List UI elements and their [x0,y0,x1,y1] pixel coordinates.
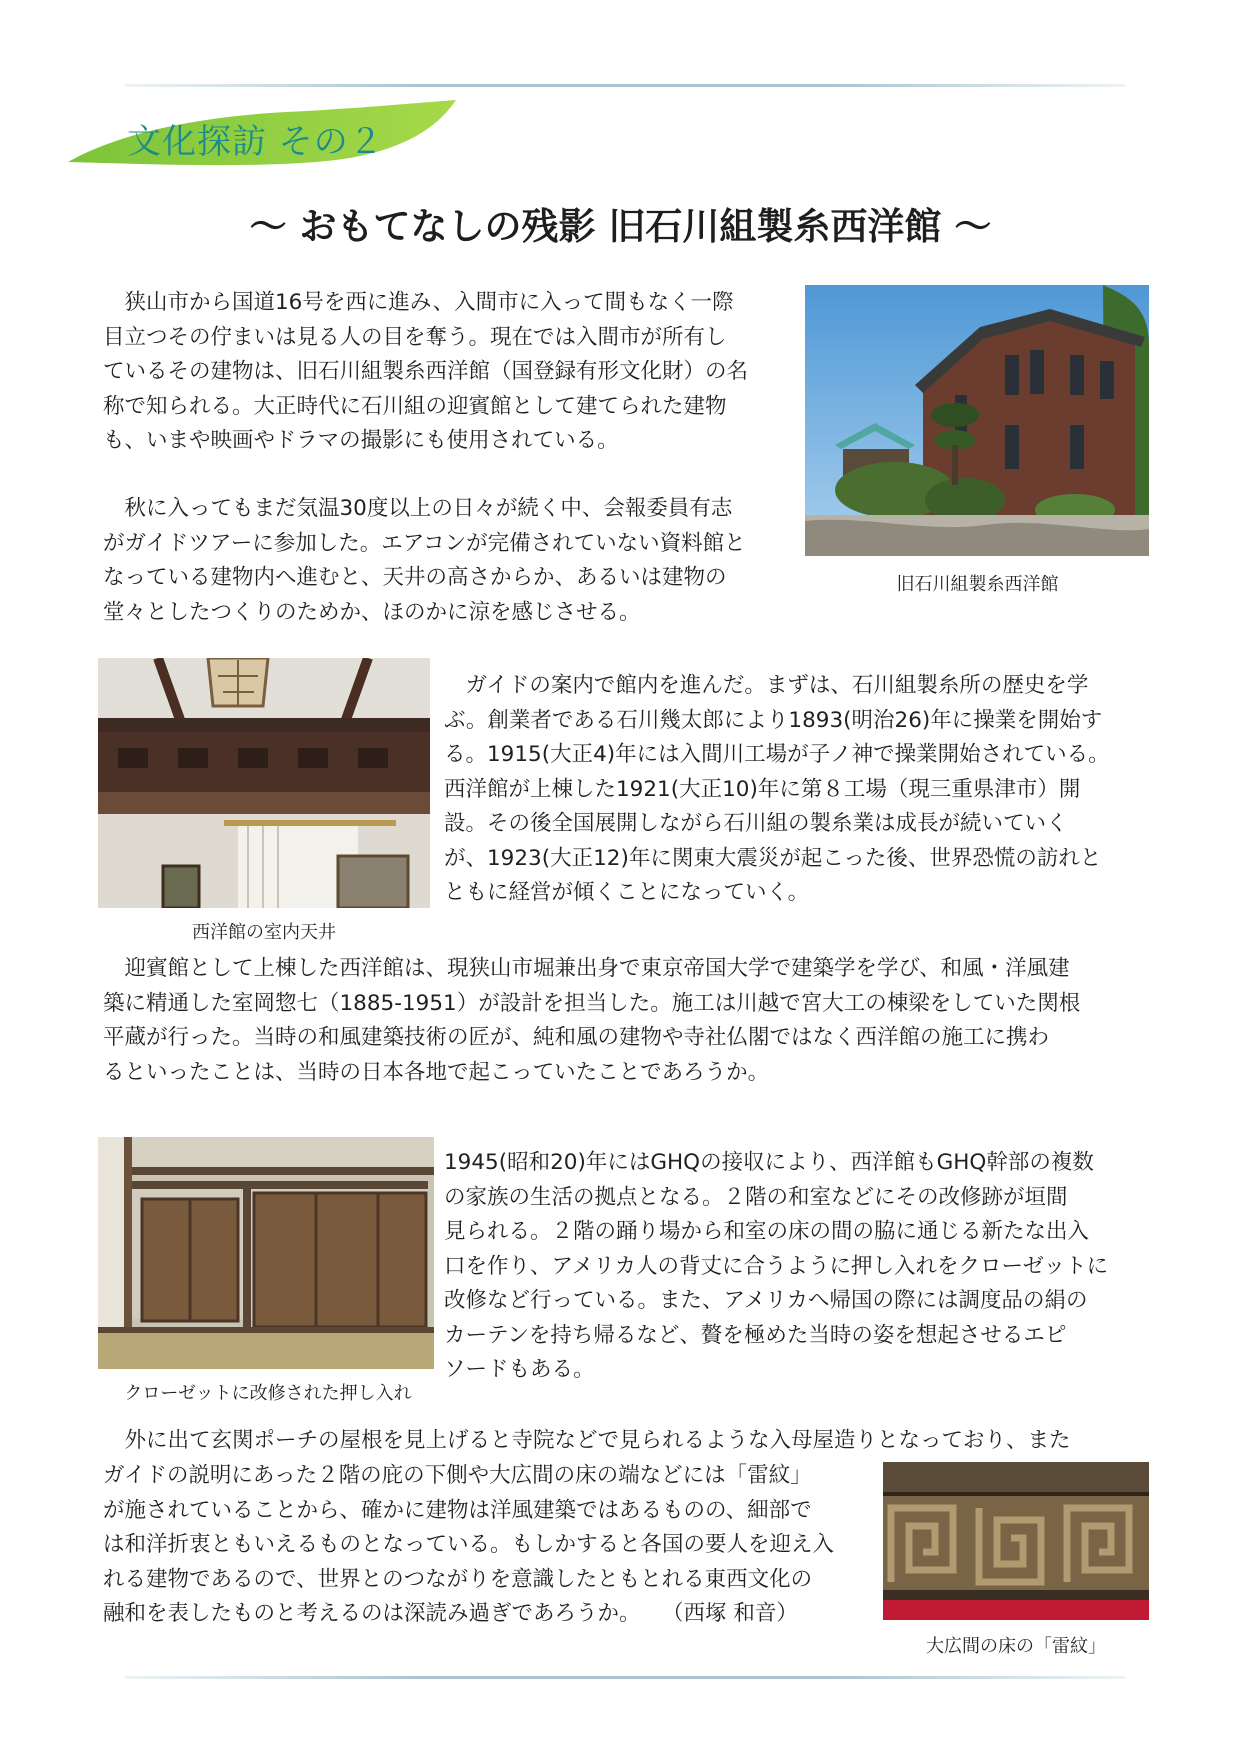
text-line: なっている建物内へ進むと、天井の高さからか、あるいは建物の [103,565,727,590]
text-line: 目立つその佇まいは見る人の目を奪う。現在では入間市が所有し [103,324,727,350]
text-line: ているその建物は、旧石川組製糸西洋館（国登録有形文化財）の名 [103,359,749,384]
text-line: 平蔵が行った。当時の和風建築技術の匠が、純和風の建物や寺社仏閣ではなく西洋館の施工に携わ [103,1025,1050,1050]
text-line: は和洋折衷ともいえるものとなっている。もしかすると各国の要人を迎え入 [103,1532,835,1557]
ceiling-caption: 西洋館の室内天井 [192,922,336,943]
text-line: 外に出て玄関ポーチの屋根を見上げると寺院などで見られるような入母屋造りとなっており、また [103,1428,1071,1453]
bottom-divider [125,1676,1125,1679]
section-label: 文化探訪 その２ [127,122,384,162]
raimon-caption: 大広間の床の「雷紋」 [926,1636,1106,1657]
text-line: ガイドの案内で館内を進んだ。まずは、石川組製糸所の歴史を学 [444,673,1089,698]
text-line: が、1923(大正12)年に関東大震災が起こった後、世界恐慌の訪れと [444,845,1102,871]
paragraph-tour [103,492,746,630]
paragraph-intro [103,286,748,459]
text-line: 築に精通した室岡惣七（1885-1951）が設計を担当した。施工は川越で宮大工の棟梁をしていた関根 [103,990,1081,1016]
text-line: がガイドツアーに参加した。エアコンが完備されていない資料館と [103,530,746,556]
text-line: も、いまや映画やドラマの撮影にも使用されている。 [103,428,619,453]
text-line: 堂々としたつくりのためか、ほのかに涼を感じさせる。 [103,599,641,625]
text-line: の家族の生活の拠点となる。２階の和室などにその改修跡が垣間 [444,1184,1068,1210]
text-line: 称で知られる。大正時代に石川組の迎賓館として建てられた建物 [103,393,727,419]
closet-photo [98,1137,434,1369]
exterior-caption: 旧石川組製糸西洋館 [896,574,1059,595]
paragraph-history [444,669,1110,911]
text-line: ソードもある。 [444,1357,595,1382]
text-line: 口を作り、アメリカ人の背丈に合うように押し入れをクローゼットに [444,1253,1109,1279]
text-line: る。1915(大正4)年には入間川工場が子ノ神で操業開始されている。 [444,742,1110,767]
text-line: ガイドの説明にあった２階の庇の下側や大広間の床の端などには「雷紋」 [103,1463,812,1488]
text-line: 迎賓館として上棟した西洋館は、現狭山市堀兼出身で東京帝国大学で建築学を学び、和風・洋風建 [103,956,1070,981]
building-exterior-photo [805,285,1149,556]
text-line: れる建物であるので、世界とのつながりを意識したともとれる東西文化の [103,1566,813,1592]
text-line: が施されていることから、確かに建物は洋風建築ではあるものの、細部で [103,1497,812,1523]
paragraph-closing-first-line [103,1424,1071,1459]
paragraph-architect [103,952,1080,1090]
paragraph-closing [103,1459,834,1632]
text-line: 設。その後全国展開しながら石川組の製糸業は成長が続いていく [444,811,1068,836]
raimon-pattern-photo [883,1462,1149,1620]
text-line: 融和を表したものと考えるのは深読み過ぎであろうか。 （西塚 和音） [103,1601,798,1626]
text-line: るといったことは、当時の日本各地で起こっていたことであろうか。 [103,1059,770,1085]
text-line: 見られる。２階の踊り場から和室の床の間の脇に通じる新たな出入 [444,1219,1090,1244]
text-line: ぶ。創業者である石川幾太郎により1893(明治26)年に操業を開始す [444,707,1103,733]
interior-ceiling-photo [98,658,430,908]
text-line: カーテンを持ち帰るなど、贅を極めた当時の姿を想起させるエピ [444,1322,1067,1348]
text-line: 狭山市から国道16号を西に進み、入間市に入って間もなく一際 [103,290,734,315]
text-line: 1945(昭和20)年にはGHQの接収により、西洋館もGHQ幹部の複数 [444,1150,1094,1175]
text-line: ともに経営が傾くことになっていく。 [444,880,810,905]
text-line: 秋に入ってもまだ気温30度以上の日々が続く中、会報委員有志 [103,496,733,521]
paragraph-ghq [444,1146,1108,1388]
text-line: 西洋館が上棟した1921(大正10)年に第８工場（現三重県津市）開 [444,776,1081,802]
closet-caption: クローゼットに改修された押し入れ [124,1383,412,1404]
text-line: 改修など行っている。また、アメリカへ帰国の際には調度品の絹の [444,1288,1088,1313]
page-title: 〜 おもてなしの残影 旧石川組製糸西洋館 〜 [249,205,992,248]
top-divider [125,84,1125,87]
